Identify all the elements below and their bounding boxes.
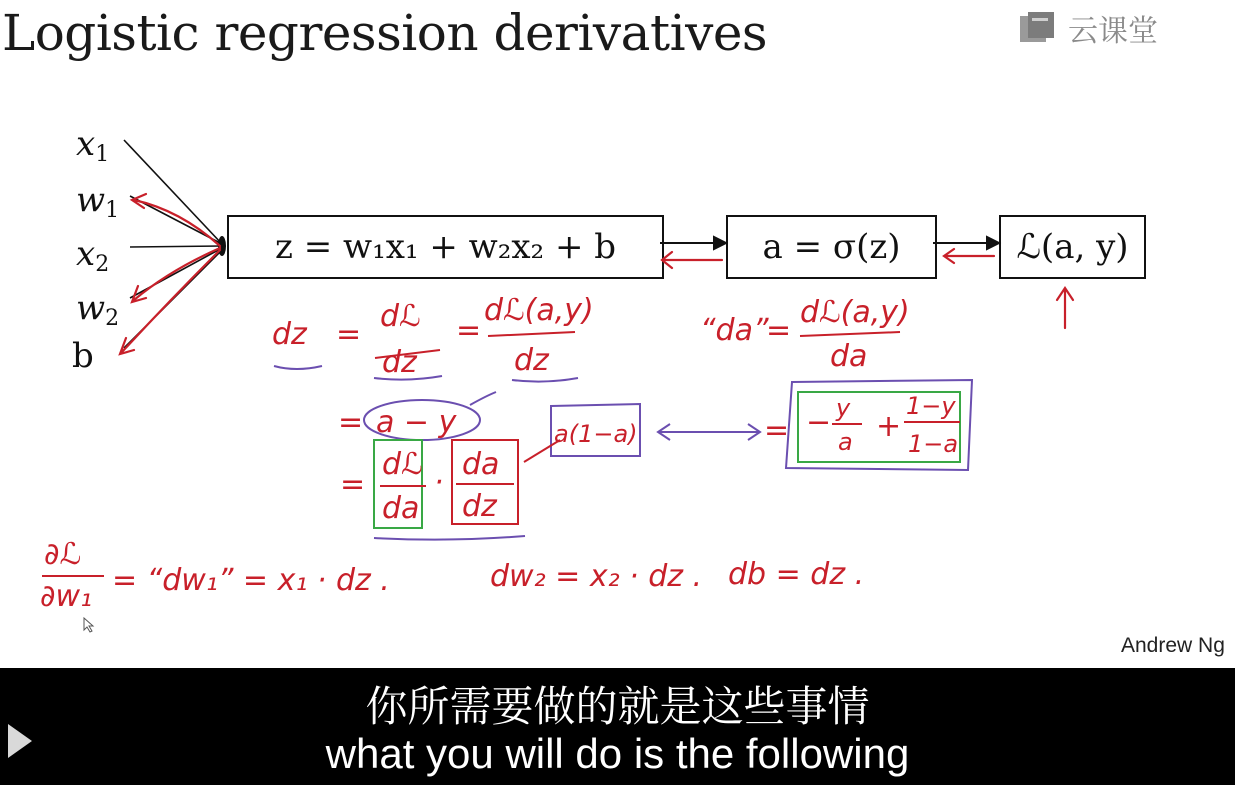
input-w1-sub: 1 <box>105 198 120 223</box>
hw-dw1-expr: = “dw₁” = x₁ · dz . <box>112 563 390 598</box>
backward-arrows <box>120 194 1073 354</box>
input-x1-sub: 1 <box>95 142 110 167</box>
hw-dz-den-2: dz <box>514 343 549 378</box>
input-b-symbol: b <box>72 336 94 376</box>
hw-db-expr: db = dz . <box>728 557 865 592</box>
input-w2-sub: 2 <box>105 306 120 331</box>
input-x2-sub: 2 <box>95 252 110 277</box>
mouse-cursor-icon <box>83 617 95 633</box>
hw-dL-dw1-num: ∂ℒ <box>44 537 82 572</box>
forward-arrows <box>660 237 999 249</box>
hw-dz-lhs: dz <box>272 317 307 352</box>
hw-dLay-num-2: dℒ(a,y) <box>800 295 910 330</box>
hw-a-minus-y: a − y <box>376 405 457 440</box>
hw-dL-dw1-den: ∂w₁ <box>40 579 93 614</box>
hw-da-quote: “da” <box>700 313 769 348</box>
subtitle-english: what you will do is the following <box>325 730 910 777</box>
loss-node-box: ℒ(a, y) <box>999 215 1146 279</box>
hw-eq-3: = <box>766 313 792 348</box>
hw-dz-den: dz <box>382 345 417 380</box>
handwritten-equations <box>40 293 958 614</box>
author-credit: Andrew Ng <box>1121 634 1225 657</box>
hw-eq-1: = <box>336 317 362 352</box>
sigmoid-node-box: a = σ(z) <box>726 215 937 279</box>
input-x1-symbol: x <box>76 124 96 164</box>
hw-a-den: a <box>838 428 853 456</box>
logo-text: 云课堂 <box>1068 14 1158 49</box>
hw-da-den: da <box>830 339 868 374</box>
hw-a-one-minus-a: a(1−a) <box>554 420 638 448</box>
input-x2-symbol: x <box>76 234 96 274</box>
red-boxes <box>42 332 960 576</box>
hw-dot: · <box>434 465 444 500</box>
hw-eq-6: = <box>340 467 366 502</box>
hw-y-num: y <box>836 394 851 422</box>
input-lines <box>124 140 222 348</box>
hw-dz-3: dz <box>462 489 497 524</box>
input-w2-symbol: w <box>76 288 106 328</box>
hw-one-minus-a: 1−a <box>908 430 959 458</box>
hw-eq-2: = <box>456 313 482 348</box>
hw-eq-4: = <box>338 405 364 440</box>
hw-da-2: da <box>382 491 420 526</box>
hw-da-3: da <box>462 447 500 482</box>
hw-dL-num: dℒ <box>380 299 421 334</box>
hw-plus: + <box>876 409 902 444</box>
subtitle-chinese: 你所需要做的就是这些事情 <box>365 682 870 731</box>
slide-title: Logistic regression derivatives <box>2 4 768 62</box>
hw-dw2-expr: dw₂ = x₂ · dz . <box>490 559 703 594</box>
hw-one-minus-y: 1−y <box>906 392 956 420</box>
linear-node-box: z = w₁x₁ + w₂x₂ + b <box>227 215 664 279</box>
hw-eq-5: = <box>764 413 790 448</box>
hw-dL-2: dℒ <box>382 447 423 482</box>
hw-neg: − <box>806 405 832 440</box>
input-w1-symbol: w <box>76 180 106 220</box>
hw-dLay-num: dℒ(a,y) <box>484 293 594 328</box>
